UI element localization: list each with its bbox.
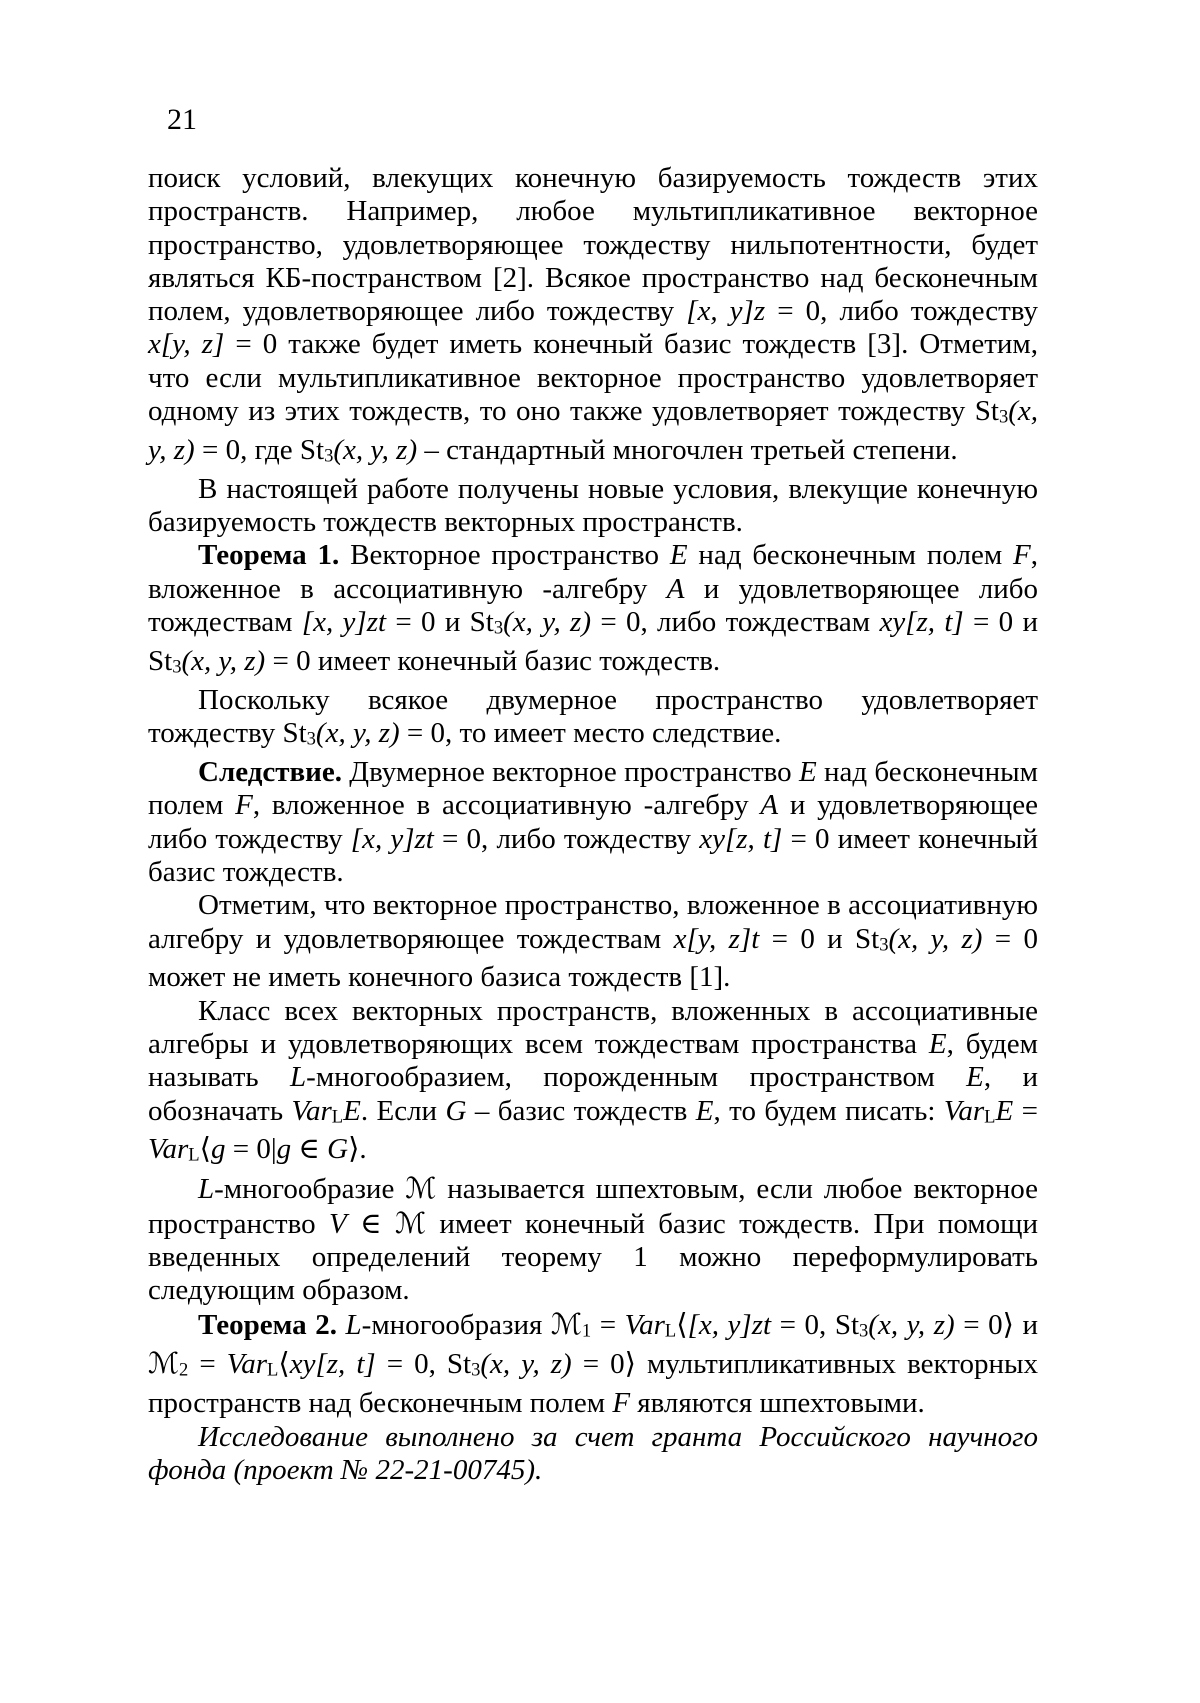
text-run: Var [148,1133,189,1166]
paragraph [148,684,1038,756]
paragraph [148,1421,1038,1488]
text-run: L [331,1106,344,1128]
text-run: V [328,1207,347,1240]
text-run: = 0 и St [148,606,1038,677]
text-run: ℳ [550,1306,582,1341]
text-run: E [669,539,688,572]
text-run: F [235,789,253,822]
text-run: , вложенное в ассоциативную -алгебру [148,539,1038,605]
text-run: = 0, где St [194,433,325,466]
paragraph [148,889,1038,994]
text-run: над бесконечным полем [148,756,1038,822]
text-run: -многообразие [214,1173,406,1206]
text-run: – стандартный многочлен третьей степени. [417,433,958,466]
text-run: = 0, либо тождествам [591,606,880,639]
text-run: поиск условий, влекущих конечную базируемость тождеств этих пространств. Например, любое мультипликативное векторное пространство, удовлетворяющее тождеству нильпотентности, будет являться КБ-постранством [2]. Всякое пространство над бесконечным полем, удовлетворяющее либо тождеству [148,162,1038,328]
text-run: являются шпехтовыми. [630,1387,925,1420]
text-run: (x, y, z) [480,1348,572,1381]
text-run: = 0 также будет иметь конечный базис тождеств [3]. Отметим, что если мультипликативное векторное пространство удовлетворяет одному из этих тождеств, то оно также удовлетворяет тождеству St [148,328,1038,428]
text-run: 3 [471,1360,481,1382]
text-run: xy[z, t] [289,1348,376,1381]
text-run: В настоящей работе получены новые условия, влекущие конечную базируемость тождеств векторных пространств. [148,472,1038,539]
text-run: E [798,756,817,789]
text-run: 3 [998,406,1009,428]
text-run: , вложенное в ассоциативную -алгебру [252,789,761,822]
text-run: [x, y]zt [687,1308,772,1341]
text-run: 3 [879,934,889,956]
text-run: (x, y, z) [888,922,983,955]
paragraph [148,1172,1038,1307]
text-run: ℳ [148,1346,180,1381]
text-run: = 0 и St [759,922,880,955]
text-run: Var [943,1094,985,1127]
text-run: E [695,1094,714,1127]
text-run: Var [624,1308,665,1341]
text-run: -многообразием, порожденным пространством [306,1061,967,1094]
text-run: (x, y, z) [503,606,592,639]
text-run: = 0 может не иметь конечного базиса тождеств [1]. [148,922,1039,994]
text-run: [x, y]z [686,295,766,328]
text-run: 1 [581,1320,592,1342]
text-run: Var [291,1094,332,1127]
text-run: = [188,1348,227,1381]
text-run: ℳ [394,1205,426,1240]
text-run: 3 [306,728,316,750]
text-run: L [984,1106,996,1128]
paragraph [148,1308,1038,1421]
page-number: 21 [167,103,197,136]
text-run: G [327,1133,349,1166]
text-run: и удовлетворяющее либо тождеству [148,789,1038,855]
text-run: ℳ [405,1171,437,1206]
text-run: ⟨ [199,1133,211,1166]
text-run: ⟨ [278,1348,290,1381]
text-run: Двумерное векторное пространство [349,756,799,789]
text-run: , и обозначать [148,1061,1039,1127]
text-run: над бесконечным полем [687,539,1014,572]
text-run: Исследование выполнено за счет гранта Российского научного фонда (проект № 22-21-00745). [148,1420,1038,1486]
paragraph [148,995,1038,1173]
text-run: Теорема 2. [198,1308,346,1341]
text-run: = 0, то имеет место следствие. [399,717,782,750]
text-run: (x, y, z) [181,644,266,677]
text-run: L [664,1320,677,1342]
text-run: ⟨ [676,1308,688,1341]
text-run: x[y, z]t [673,922,760,955]
text-run: = 0 и St [386,606,494,639]
text-run: L [267,1360,279,1382]
text-run: = 0 имеет конечный базис тождеств. [148,822,1038,888]
text-run: E [343,1094,361,1127]
text-run: имеет конечный базис тождеств. При помощи введенных определений теорему 1 можно переформулировать следующим образом. [148,1207,1039,1307]
text-run: E [966,1061,984,1094]
text-run: = 0⟩ и [954,1308,1038,1341]
text-run: L [198,1173,215,1206]
text-run: x[y, z] [148,328,225,361]
text-run: 3 [859,1320,869,1342]
text-run: , то будем писать: [713,1094,944,1127]
text-run: (x, y, z) [315,717,400,750]
text-run: = 0, St [771,1308,860,1341]
paragraph [148,539,1038,683]
text-run: [x, y]zt [350,822,434,855]
text-run: , будем называть [148,1027,1039,1094]
text-run: Var [226,1348,268,1381]
text-run: = 0 имеет конечный базис тождеств. [265,644,721,677]
paragraph [148,756,1038,889]
text-run: (x, y, z) [148,395,1038,466]
text-run: xy[z, t] [699,822,783,855]
text-run: Поскольку всякое двумерное пространство удовлетворяет тождеству St [148,683,1038,750]
text-run: ⟩. [348,1133,367,1166]
text-run: = 0, St [375,1348,472,1381]
text-run: называется шпехтовым, если любое векторное пространство [148,1173,1038,1240]
text-run: = 0, либо тождеству [765,295,1038,328]
text-run: xy[z, t] [879,606,964,639]
text-run: (x, y, z) [333,433,418,466]
text-run: E [995,1094,1014,1127]
text-run: Теорема 1. [198,539,351,572]
text-run: -многообразия [361,1308,551,1341]
text-run: ∈ [346,1207,395,1240]
text-run: F [1013,539,1031,572]
text-run: L [188,1145,200,1167]
text-run: L [345,1308,362,1341]
text-run: ∈ [291,1133,328,1166]
text-run: = 0| [225,1133,277,1166]
text-run: g [210,1133,226,1166]
text-run: 3 [324,445,334,467]
document-body [148,162,1038,1487]
text-run: Векторное пространство [350,539,670,572]
text-run: (x, y, z) [868,1308,955,1341]
text-run: Отметим, что векторное пространство, вложенное в ассоциативную алгебру и удовлетворяющее тождествам [148,889,1038,955]
text-run: = 0, либо тождеству [433,822,700,855]
text-run: 3 [172,656,182,678]
text-run: L [290,1061,307,1094]
text-run: A [666,572,685,605]
text-run: g [276,1133,292,1166]
text-run: A [760,789,779,822]
text-run: [x, y]zt [301,606,387,639]
text-run: и удовлетворяющее либо тождествам [148,572,1039,639]
text-run: 3 [493,617,504,639]
paragraph [148,162,1038,473]
text-run: E [928,1027,947,1060]
text-run: G [445,1094,467,1127]
text-run: Следствие. [198,756,350,789]
text-run: F [612,1387,631,1420]
text-run: = [591,1308,625,1341]
text-run: = 0⟩ мультипликативных векторных пространств над бесконечным полем [148,1348,1038,1420]
text-run: – базис тождеств [466,1094,696,1127]
paragraph [148,473,1038,540]
text-run: = [1013,1094,1039,1127]
text-run: . Если [360,1094,446,1127]
text-run: Класс всех векторных пространств, вложенных в ассоциативные алгебры и удовлетворяющих всем тождествам пространства [148,994,1038,1060]
text-run: 2 [179,1360,189,1382]
